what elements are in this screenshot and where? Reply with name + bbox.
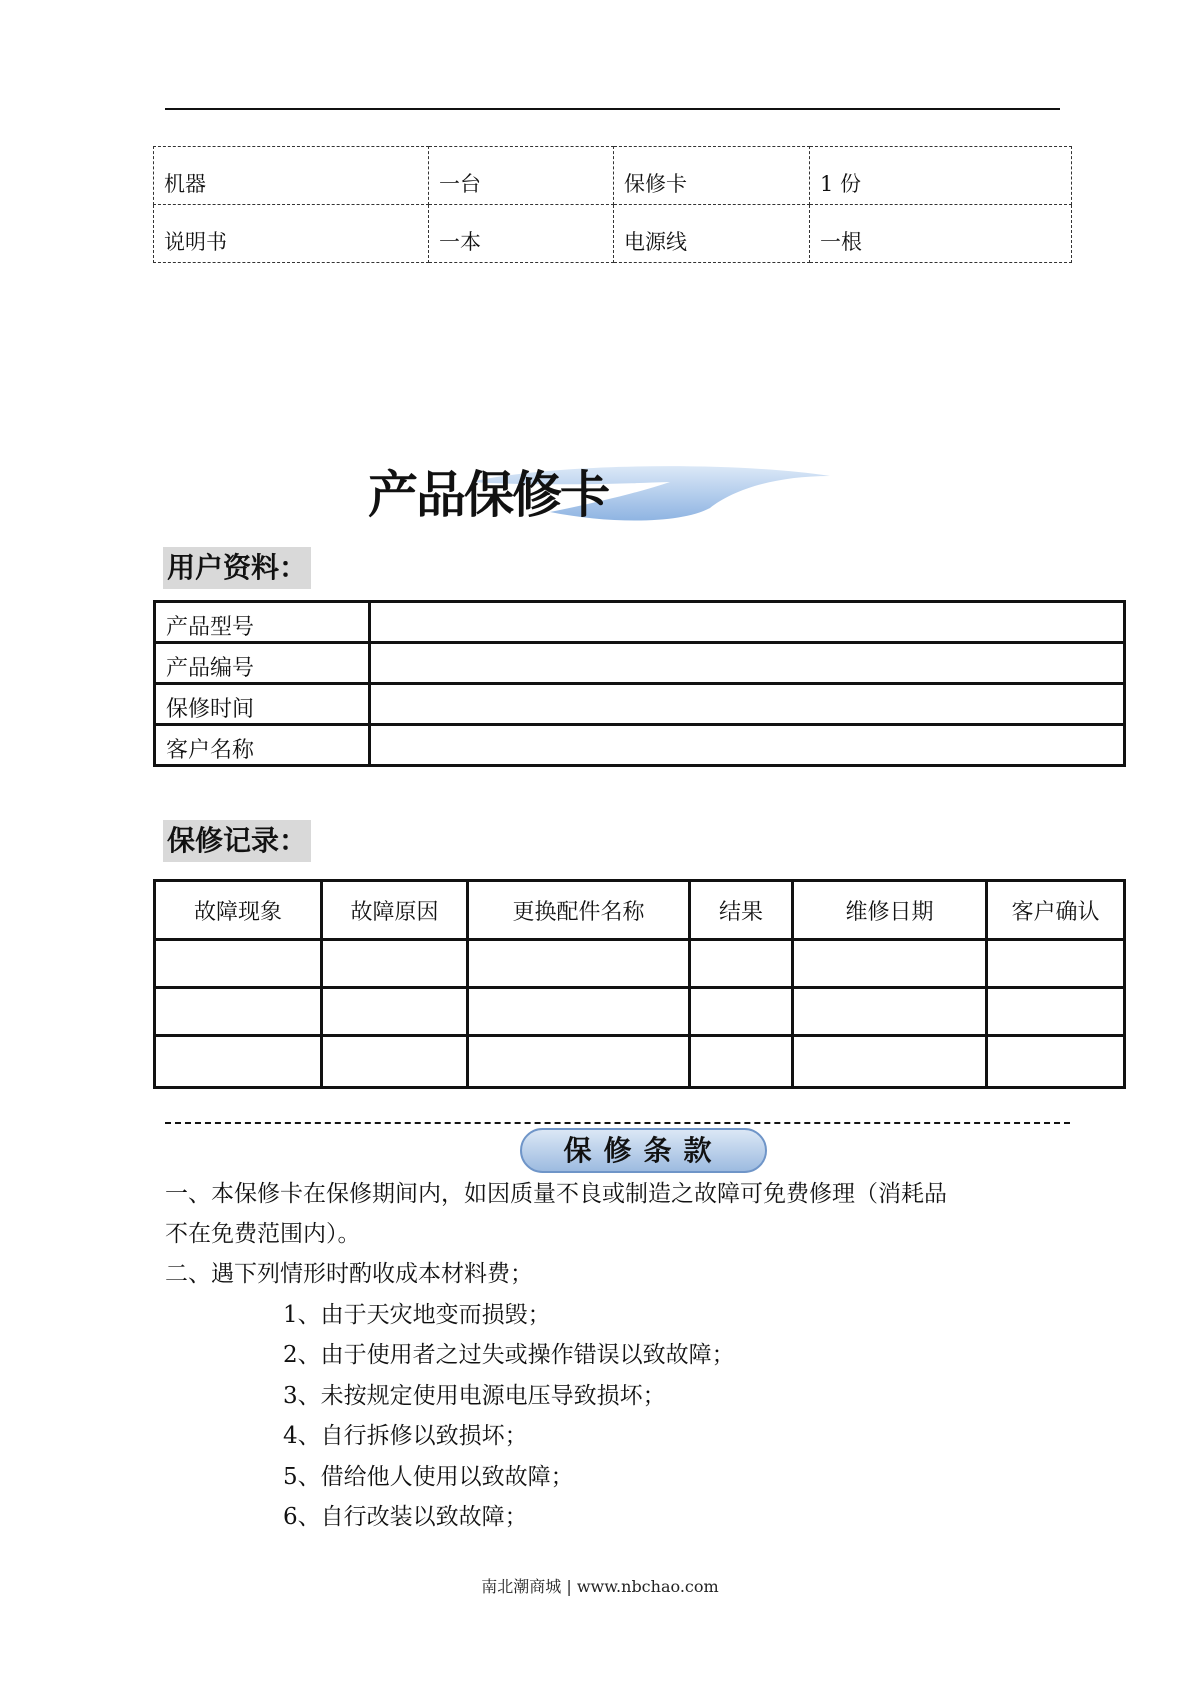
table-cell: 机器 <box>154 147 429 205</box>
user-info-heading: 用户资料： <box>163 547 311 589</box>
table-row <box>155 602 1125 643</box>
field-label: 产品编号 <box>155 643 370 684</box>
table-cell[interactable] <box>690 988 793 1036</box>
table-cell[interactable] <box>468 988 690 1036</box>
terms-item: 1、由于天灾地变而损毁； <box>283 1302 551 1328</box>
terms-item: 2、由于使用者之过失或操作错误以致故障； <box>283 1342 735 1368</box>
field-label: 客户名称 <box>155 725 370 766</box>
table-cell[interactable] <box>322 988 468 1036</box>
table-cell: 1 份 <box>810 147 1072 205</box>
repair-record-heading: 保修记录： <box>163 820 311 862</box>
column-header: 故障原因 <box>322 881 468 940</box>
table-cell[interactable] <box>322 940 468 988</box>
field-value[interactable] <box>370 684 1125 725</box>
page-title: 产品保修卡 <box>368 466 608 524</box>
table-row <box>154 205 1072 263</box>
column-header: 故障现象 <box>155 881 322 940</box>
cut-line <box>165 1122 1070 1124</box>
table-cell[interactable] <box>155 940 322 988</box>
user-info-table <box>153 600 1126 767</box>
footer-text: 南北潮商城 | www.nbchao.com <box>481 1577 719 1596</box>
terms-heading: 保修条款 <box>520 1128 767 1173</box>
table-cell[interactable] <box>690 940 793 988</box>
column-header: 更换配件名称 <box>468 881 690 940</box>
terms-paragraph-1-line-2: 不在免费范围内）。 <box>165 1221 361 1247</box>
table-cell[interactable] <box>322 1036 468 1088</box>
terms-paragraph-1-line-1: 一、本保修卡在保修期间内，如因质量不良或制造之故障可免费修理（消耗品 <box>165 1181 947 1207</box>
table-cell[interactable] <box>468 940 690 988</box>
table-row <box>155 643 1125 684</box>
table-cell: 电源线 <box>614 205 810 263</box>
table-cell[interactable] <box>987 988 1125 1036</box>
table-cell[interactable] <box>793 1036 987 1088</box>
table-row <box>155 725 1125 766</box>
column-header: 客户确认 <box>987 881 1125 940</box>
field-label: 产品型号 <box>155 602 370 643</box>
table-row <box>155 988 1125 1036</box>
field-label: 保修时间 <box>155 684 370 725</box>
table-cell[interactable] <box>155 1036 322 1088</box>
table-cell[interactable] <box>793 940 987 988</box>
table-cell[interactable] <box>690 1036 793 1088</box>
terms-item: 5、借给他人使用以致故障； <box>283 1464 574 1490</box>
table-row <box>154 147 1072 205</box>
table-cell[interactable] <box>793 988 987 1036</box>
table-cell: 一台 <box>429 147 614 205</box>
header-rule <box>165 108 1060 110</box>
field-value[interactable] <box>370 602 1125 643</box>
accessories-table <box>153 146 1072 263</box>
repair-record-table <box>153 879 1126 1089</box>
table-cell: 一本 <box>429 205 614 263</box>
table-row <box>155 684 1125 725</box>
field-value[interactable] <box>370 725 1125 766</box>
table-row <box>155 940 1125 988</box>
terms-item: 4、自行拆修以致损坏； <box>283 1423 528 1449</box>
column-header: 维修日期 <box>793 881 987 940</box>
field-value[interactable] <box>370 643 1125 684</box>
table-row <box>155 1036 1125 1088</box>
table-cell: 保修卡 <box>614 147 810 205</box>
table-cell[interactable] <box>987 940 1125 988</box>
terms-item: 3、未按规定使用电源电压导致损坏； <box>283 1383 666 1409</box>
column-header: 结果 <box>690 881 793 940</box>
terms-paragraph-2: 二、遇下列情形时酌收成本材料费； <box>165 1261 533 1287</box>
table-cell: 一根 <box>810 205 1072 263</box>
table-cell[interactable] <box>155 988 322 1036</box>
table-cell[interactable] <box>468 1036 690 1088</box>
table-cell: 说明书 <box>154 205 429 263</box>
table-cell[interactable] <box>987 1036 1125 1088</box>
terms-item: 6、自行改装以致故障； <box>283 1504 528 1530</box>
table-header-row <box>155 881 1125 940</box>
